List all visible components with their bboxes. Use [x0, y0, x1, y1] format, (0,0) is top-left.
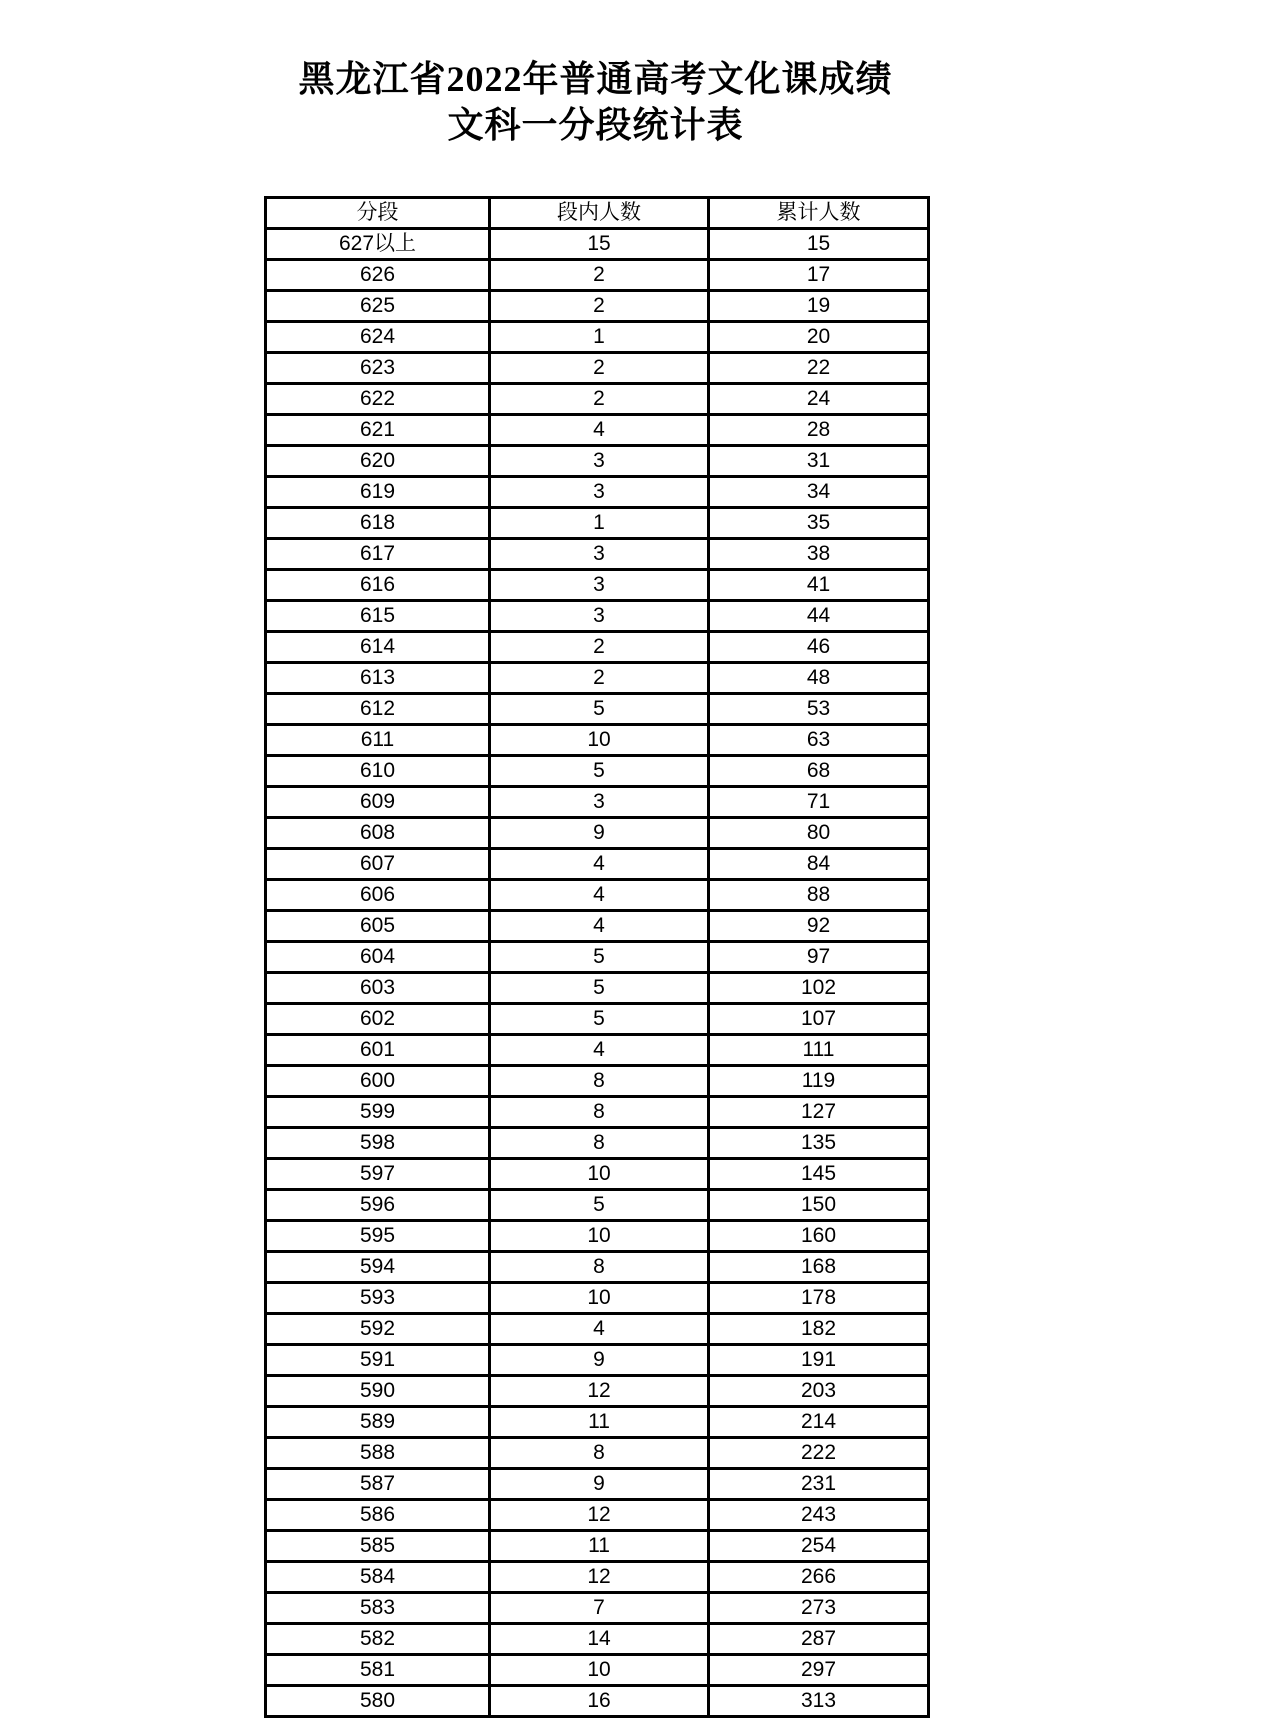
- title-line-2: 文科一分段统计表: [447, 105, 744, 145]
- table-row: [266, 1221, 929, 1252]
- cell-segment: 582: [266, 1624, 490, 1655]
- cell-cumulative-count: 297: [709, 1655, 929, 1686]
- cell-segment: 609: [266, 787, 490, 818]
- table-row: [266, 694, 929, 725]
- cell-count-in-segment: 4: [490, 911, 709, 942]
- column-header-count-in-segment: 段内人数: [490, 198, 709, 229]
- cell-cumulative-count: 92: [709, 911, 929, 942]
- cell-count-in-segment: 4: [490, 1035, 709, 1066]
- cell-count-in-segment: 4: [490, 880, 709, 911]
- table-row: [266, 260, 929, 291]
- cell-count-in-segment: 5: [490, 1004, 709, 1035]
- cell-cumulative-count: 19: [709, 291, 929, 322]
- cell-cumulative-count: 46: [709, 632, 929, 663]
- table-row: [266, 725, 929, 756]
- cell-cumulative-count: 71: [709, 787, 929, 818]
- cell-segment: 584: [266, 1562, 490, 1593]
- cell-cumulative-count: 20: [709, 322, 929, 353]
- cell-count-in-segment: 5: [490, 1190, 709, 1221]
- cell-cumulative-count: 44: [709, 601, 929, 632]
- cell-cumulative-count: 97: [709, 942, 929, 973]
- cell-count-in-segment: 8: [490, 1438, 709, 1469]
- cell-segment: 595: [266, 1221, 490, 1252]
- cell-cumulative-count: 231: [709, 1469, 929, 1500]
- table-row: [266, 1624, 929, 1655]
- table-row: [266, 663, 929, 694]
- cell-segment: 597: [266, 1159, 490, 1190]
- cell-segment: 605: [266, 911, 490, 942]
- cell-cumulative-count: 145: [709, 1159, 929, 1190]
- cell-cumulative-count: 24: [709, 384, 929, 415]
- cell-cumulative-count: 119: [709, 1066, 929, 1097]
- cell-count-in-segment: 3: [490, 446, 709, 477]
- table-row: [266, 353, 929, 384]
- cell-segment: 586: [266, 1500, 490, 1531]
- cell-count-in-segment: 8: [490, 1097, 709, 1128]
- table-row: [266, 1469, 929, 1500]
- cell-segment: 581: [266, 1655, 490, 1686]
- cell-cumulative-count: 102: [709, 973, 929, 1004]
- score-distribution-table: [264, 196, 930, 1718]
- cell-count-in-segment: 1: [490, 322, 709, 353]
- cell-count-in-segment: 8: [490, 1128, 709, 1159]
- cell-segment: 592: [266, 1314, 490, 1345]
- table-row: [266, 1283, 929, 1314]
- cell-cumulative-count: 266: [709, 1562, 929, 1593]
- cell-count-in-segment: 2: [490, 260, 709, 291]
- table-row: [266, 508, 929, 539]
- cell-segment: 596: [266, 1190, 490, 1221]
- cell-count-in-segment: 9: [490, 1345, 709, 1376]
- cell-cumulative-count: 111: [709, 1035, 929, 1066]
- cell-segment: 599: [266, 1097, 490, 1128]
- cell-cumulative-count: 63: [709, 725, 929, 756]
- cell-count-in-segment: 4: [490, 415, 709, 446]
- cell-count-in-segment: 12: [490, 1562, 709, 1593]
- cell-count-in-segment: 12: [490, 1376, 709, 1407]
- cell-cumulative-count: 243: [709, 1500, 929, 1531]
- cell-segment: 589: [266, 1407, 490, 1438]
- table-row: [266, 1655, 929, 1686]
- table-row: [266, 1686, 929, 1717]
- cell-count-in-segment: 2: [490, 632, 709, 663]
- table-row: [266, 1066, 929, 1097]
- cell-cumulative-count: 313: [709, 1686, 929, 1717]
- cell-segment: 612: [266, 694, 490, 725]
- cell-segment: 583: [266, 1593, 490, 1624]
- title-line-1: 黑龙江省2022年普通高考文化课成绩: [298, 59, 893, 99]
- cell-cumulative-count: 68: [709, 756, 929, 787]
- cell-segment: 613: [266, 663, 490, 694]
- cell-count-in-segment: 2: [490, 663, 709, 694]
- cell-cumulative-count: 41: [709, 570, 929, 601]
- cell-count-in-segment: 1: [490, 508, 709, 539]
- cell-cumulative-count: 254: [709, 1531, 929, 1562]
- table-row: [266, 756, 929, 787]
- table-row: [266, 539, 929, 570]
- cell-segment: 606: [266, 880, 490, 911]
- table-row: [266, 1376, 929, 1407]
- cell-segment: 624: [266, 322, 490, 353]
- cell-segment: 607: [266, 849, 490, 880]
- table-row: [266, 1128, 929, 1159]
- table-row: [266, 1252, 929, 1283]
- cell-segment: 602: [266, 1004, 490, 1035]
- cell-cumulative-count: 127: [709, 1097, 929, 1128]
- cell-segment: 601: [266, 1035, 490, 1066]
- cell-cumulative-count: 168: [709, 1252, 929, 1283]
- table-row: [266, 1097, 929, 1128]
- cell-cumulative-count: 203: [709, 1376, 929, 1407]
- cell-segment: 608: [266, 818, 490, 849]
- cell-segment: 611: [266, 725, 490, 756]
- cell-cumulative-count: 287: [709, 1624, 929, 1655]
- cell-segment: 623: [266, 353, 490, 384]
- table-row: [266, 415, 929, 446]
- cell-segment: 594: [266, 1252, 490, 1283]
- cell-segment: 610: [266, 756, 490, 787]
- table-row: [266, 942, 929, 973]
- cell-cumulative-count: 17: [709, 260, 929, 291]
- cell-segment: 603: [266, 973, 490, 1004]
- cell-segment: 622: [266, 384, 490, 415]
- cell-count-in-segment: 11: [490, 1407, 709, 1438]
- table-row: [266, 1345, 929, 1376]
- table-row: [266, 1004, 929, 1035]
- cell-count-in-segment: 10: [490, 1221, 709, 1252]
- cell-count-in-segment: 4: [490, 1314, 709, 1345]
- cell-count-in-segment: 11: [490, 1531, 709, 1562]
- table-row: [266, 1035, 929, 1066]
- cell-count-in-segment: 3: [490, 601, 709, 632]
- cell-segment: 617: [266, 539, 490, 570]
- column-header-cumulative-count: 累计人数: [709, 198, 929, 229]
- cell-count-in-segment: 10: [490, 1159, 709, 1190]
- cell-segment: 615: [266, 601, 490, 632]
- cell-cumulative-count: 31: [709, 446, 929, 477]
- table-row: [266, 787, 929, 818]
- table-row: [266, 601, 929, 632]
- cell-cumulative-count: 182: [709, 1314, 929, 1345]
- cell-segment: 593: [266, 1283, 490, 1314]
- cell-count-in-segment: 15: [490, 229, 709, 260]
- cell-cumulative-count: 88: [709, 880, 929, 911]
- cell-count-in-segment: 3: [490, 787, 709, 818]
- cell-cumulative-count: 222: [709, 1438, 929, 1469]
- cell-segment: 598: [266, 1128, 490, 1159]
- cell-cumulative-count: 150: [709, 1190, 929, 1221]
- cell-cumulative-count: 22: [709, 353, 929, 384]
- cell-segment: 626: [266, 260, 490, 291]
- table-row: [266, 849, 929, 880]
- table-row: [266, 384, 929, 415]
- table-row: [266, 1190, 929, 1221]
- cell-segment: 591: [266, 1345, 490, 1376]
- table-row: [266, 1531, 929, 1562]
- cell-count-in-segment: 16: [490, 1686, 709, 1717]
- cell-count-in-segment: 10: [490, 1283, 709, 1314]
- cell-count-in-segment: 2: [490, 353, 709, 384]
- cell-count-in-segment: 2: [490, 291, 709, 322]
- cell-segment: 590: [266, 1376, 490, 1407]
- cell-cumulative-count: 28: [709, 415, 929, 446]
- cell-count-in-segment: 7: [490, 1593, 709, 1624]
- cell-cumulative-count: 34: [709, 477, 929, 508]
- cell-count-in-segment: 14: [490, 1624, 709, 1655]
- cell-cumulative-count: 135: [709, 1128, 929, 1159]
- table-row: [266, 446, 929, 477]
- cell-count-in-segment: 12: [490, 1500, 709, 1531]
- cell-count-in-segment: 5: [490, 973, 709, 1004]
- cell-count-in-segment: 10: [490, 725, 709, 756]
- cell-segment: 587: [266, 1469, 490, 1500]
- table-row: [266, 1407, 929, 1438]
- cell-cumulative-count: 38: [709, 539, 929, 570]
- table-row: [266, 477, 929, 508]
- table-row: [266, 1314, 929, 1345]
- table-row: [266, 973, 929, 1004]
- cell-cumulative-count: 178: [709, 1283, 929, 1314]
- cell-count-in-segment: 5: [490, 942, 709, 973]
- column-header-segment: 分段: [266, 198, 490, 229]
- table-row: [266, 1500, 929, 1531]
- table-row: [266, 911, 929, 942]
- cell-segment: 585: [266, 1531, 490, 1562]
- cell-segment: 619: [266, 477, 490, 508]
- table-row: [266, 1159, 929, 1190]
- cell-cumulative-count: 53: [709, 694, 929, 725]
- cell-cumulative-count: 80: [709, 818, 929, 849]
- cell-segment: 618: [266, 508, 490, 539]
- table-row: [266, 880, 929, 911]
- cell-segment: 600: [266, 1066, 490, 1097]
- cell-count-in-segment: 4: [490, 849, 709, 880]
- cell-cumulative-count: 48: [709, 663, 929, 694]
- table-row: [266, 632, 929, 663]
- header-row: [266, 198, 929, 229]
- cell-cumulative-count: 214: [709, 1407, 929, 1438]
- cell-segment: 620: [266, 446, 490, 477]
- cell-count-in-segment: 5: [490, 756, 709, 787]
- cell-segment: 627以上: [266, 229, 490, 260]
- cell-cumulative-count: 84: [709, 849, 929, 880]
- cell-segment: 616: [266, 570, 490, 601]
- table-row: [266, 229, 929, 260]
- cell-segment: 604: [266, 942, 490, 973]
- table-row: [266, 291, 929, 322]
- table-row: [266, 1438, 929, 1469]
- document-page: [264, 0, 927, 1718]
- table-row: [266, 570, 929, 601]
- cell-cumulative-count: 107: [709, 1004, 929, 1035]
- table-row: [266, 1562, 929, 1593]
- cell-segment: 580: [266, 1686, 490, 1717]
- cell-segment: 614: [266, 632, 490, 663]
- cell-cumulative-count: 15: [709, 229, 929, 260]
- table-row: [266, 818, 929, 849]
- cell-count-in-segment: 3: [490, 539, 709, 570]
- document-title: [264, 56, 927, 148]
- cell-count-in-segment: 9: [490, 1469, 709, 1500]
- cell-segment: 625: [266, 291, 490, 322]
- cell-count-in-segment: 3: [490, 570, 709, 601]
- cell-count-in-segment: 9: [490, 818, 709, 849]
- cell-count-in-segment: 8: [490, 1066, 709, 1097]
- cell-count-in-segment: 5: [490, 694, 709, 725]
- cell-count-in-segment: 8: [490, 1252, 709, 1283]
- cell-count-in-segment: 3: [490, 477, 709, 508]
- cell-cumulative-count: 35: [709, 508, 929, 539]
- cell-count-in-segment: 2: [490, 384, 709, 415]
- cell-cumulative-count: 273: [709, 1593, 929, 1624]
- table-row: [266, 322, 929, 353]
- table-row: [266, 1593, 929, 1624]
- cell-segment: 621: [266, 415, 490, 446]
- cell-cumulative-count: 160: [709, 1221, 929, 1252]
- cell-count-in-segment: 10: [490, 1655, 709, 1686]
- cell-cumulative-count: 191: [709, 1345, 929, 1376]
- cell-segment: 588: [266, 1438, 490, 1469]
